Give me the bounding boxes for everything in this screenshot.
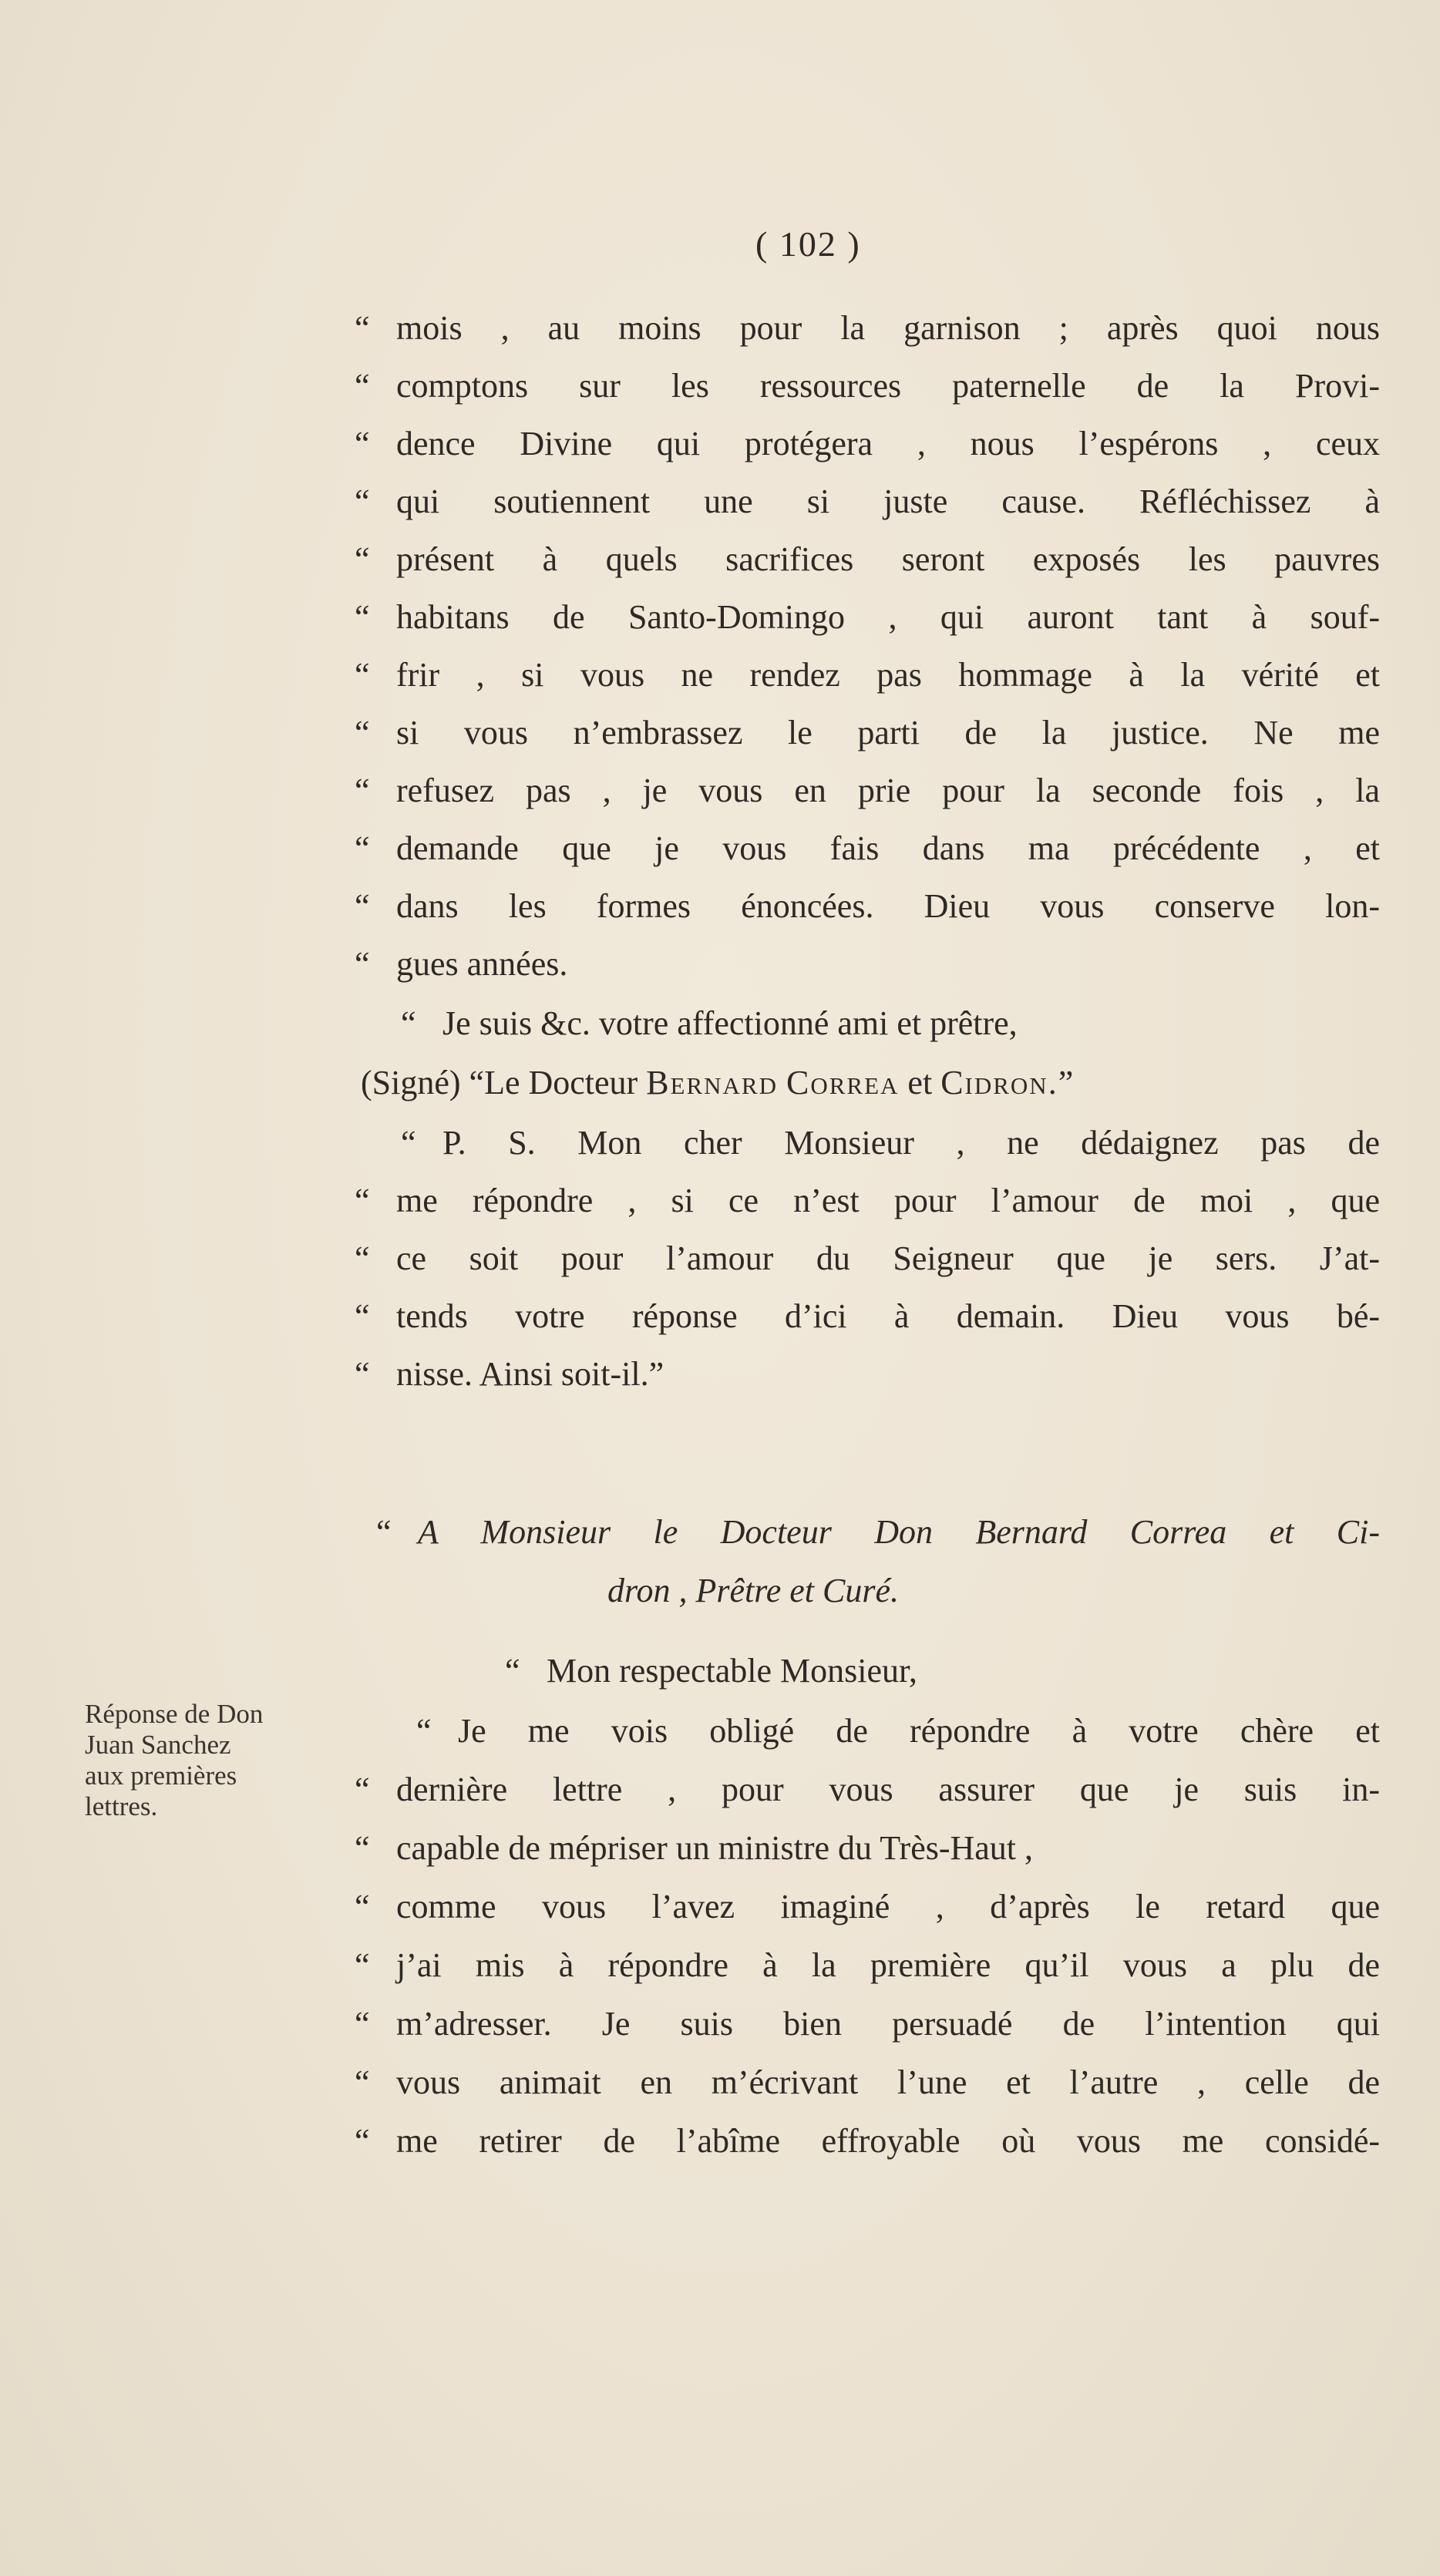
page-number: ( 102 ): [755, 224, 861, 264]
ps-line: “ nisse. Ainsi soit-il.”: [355, 1355, 664, 1393]
text-line: “ frir , si vous ne rendez pas hommage à la vérité et: [355, 656, 1380, 694]
address-line: dron , Prêtre et Curé.: [607, 1572, 900, 1609]
reply-line: “ Je me vois obligé de répondre à votre chère et: [416, 1712, 1380, 1750]
margin-note-line: aux premières: [85, 1760, 237, 1791]
text-line: “ demande que je vous fais dans ma précédente , et: [355, 829, 1380, 867]
signature-line: (Signé) “Le Docteur Bernard Correa et Cidron.”: [361, 1064, 1074, 1101]
text-line: “ qui soutiennent une si juste cause. Réfléchissez à: [355, 483, 1380, 520]
salutation: “ Mon respectable Monsieur,: [505, 1652, 917, 1690]
margin-note: [85, 1699, 331, 1822]
text-line: “ comptons sur les ressources paternelle de la Provi-: [355, 367, 1380, 405]
margin-note-line: Réponse de Don: [85, 1699, 264, 1729]
reply-line: “ vous animait en m’écrivant l’une et l’autre , celle de: [355, 2063, 1380, 2101]
ps-line: “ P. S. Mon cher Monsieur , ne dédaignez pas de: [401, 1124, 1380, 1162]
text-line: “ dence Divine qui protégera , nous l’espérons , ceux: [355, 425, 1380, 462]
reply-line: “ me retirer de l’abîme effroyable où vous me considé-: [355, 2122, 1380, 2160]
ps-line: “ tends votre réponse d’ici à demain. Dieu vous bé-: [355, 1297, 1380, 1335]
text-line: “ gues années.: [355, 945, 568, 983]
margin-note-line: Juan Sanchez: [85, 1730, 231, 1760]
reply-line: “ j’ai mis à répondre à la première qu’il vous a plu de: [355, 1946, 1380, 1984]
ps-line: “ me répondre , si ce n’est pour l’amour de moi , que: [355, 1182, 1380, 1219]
reply-line: “ dernière lettre , pour vous assurer que je suis in-: [355, 1771, 1380, 1808]
text-line: “ refusez pas , je vous en prie pour la seconde fois , la: [355, 772, 1380, 809]
reply-line: “ m’adresser. Je suis bien persuadé de l’intention qui: [355, 2005, 1380, 2043]
text-line: “ présent à quels sacrifices seront exposés les pauvres: [355, 540, 1380, 578]
address-line: “ A Monsieur le Docteur Don Bernard Correa et Ci-: [376, 1513, 1380, 1551]
reply-line: “ capable de mépriser un ministre du Très-Haut ,: [355, 1829, 1034, 1867]
reply-line: “ comme vous l’avez imaginé , d’après le retard que: [355, 1888, 1380, 1925]
margin-note-line: lettres.: [85, 1791, 158, 1821]
closing-line: “ Je suis &c. votre affectionné ami et prêtre,: [401, 1004, 1018, 1042]
text-line: “ habitans de Santo-Domingo , qui auront tant à souf-: [355, 598, 1380, 636]
text-line: “ si vous n’embrassez le parti de la justice. Ne me: [355, 714, 1380, 752]
text-line: “ dans les formes énoncées. Dieu vous conserve lon-: [355, 887, 1380, 925]
text-line: “ mois , au moins pour la garnison ; après quoi nous: [355, 309, 1380, 347]
ps-line: “ ce soit pour l’amour du Seigneur que je sers. J’at-: [355, 1239, 1380, 1277]
